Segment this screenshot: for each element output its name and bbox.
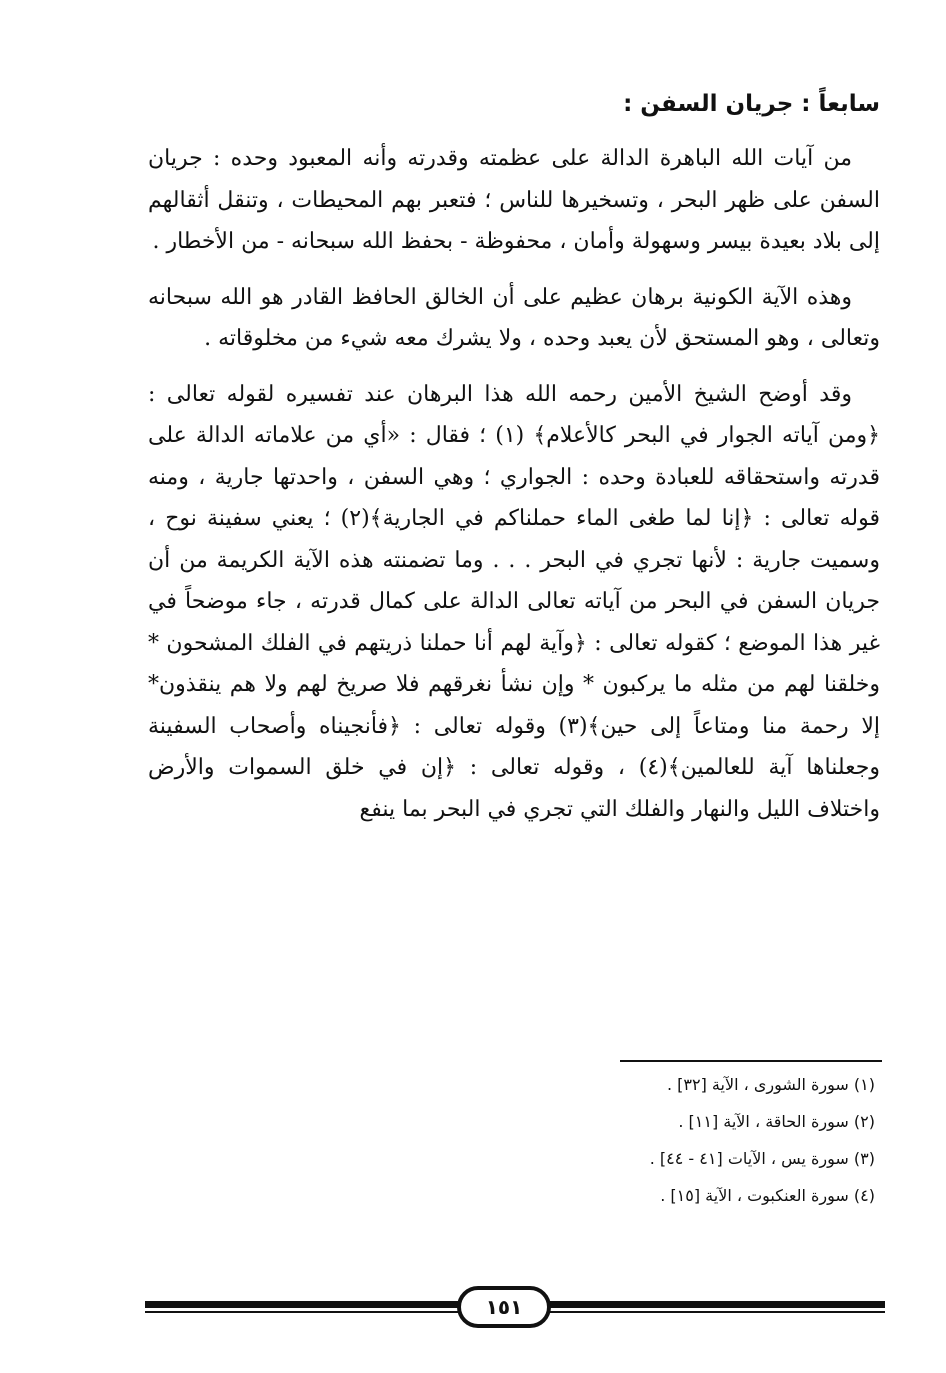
footnote: (١) سورة الشورى ، الآية [٣٢] . <box>666 1075 875 1094</box>
page-footer-bar <box>145 1285 885 1325</box>
footnote: (٢) سورة الحاقة ، الآية [١١] . <box>678 1112 875 1131</box>
body-text <box>148 138 880 830</box>
footnote-divider <box>620 1060 882 1062</box>
paragraph: من آيات الله الباهرة الدالة على عظمته وقدرته وأنه المعبود وحده : جريان السفن على ظهر البحر ، وتسخيرها للناس ؛ فتعبر بهم المحيطات ، وتنقل أثقالهم إلى بلاد بعيدة بيسر وسهولة وأمان ، محفوظة - بحفظ الله سبحانه - من الأخطار . <box>148 146 880 254</box>
page-number: ١٥١ <box>457 1286 551 1328</box>
paragraph: وقد أوضح الشيخ الأمين رحمه الله هذا البرهان عند تفسيره لقوله تعالى : ﴿ومن آياته الجوار في البحر كالأعلام﴾ (١) ؛ فقال : «أي من علاماته الدالة على قدرته واستحقاقه للعبادة وحده : الجواري ؛ وهي السفن ، واحدتها جارية ، ومنه قوله تعالى : ﴿إنا لما طغى الماء حملناكم في الجارية﴾(٢) ؛ يعني سفينة نوح ، وسميت جارية : لأنها تجري في البحر . . . وما تضمنته هذه الآية الكريمة من أن جريان السفن في البحر من آياته تعالى الدالة على كمال قدرته ، جاء موضحاً في غير هذا الموضع ؛ كقوله تعالى : ﴿وآية لهم أنا حملنا ذريتهم في الفلك المشحون * وخلقنا لهم من مثله ما يركبون * وإن نشأ نغرقهم فلا صريخ لهم ولا هم ينقذون* إلا رحمة منا ومتاعاً إلى حين﴾(٣) وقوله تعالى : ﴿فأنجيناه وأصحاب السفينة وجعلناها آية للعالمين﴾(٤) ، وقوله تعالى : ﴿إن في خلق السموات والأرض واختلاف الليل والنهار والفلك التي تجري في البحر بما ينفع <box>148 381 881 822</box>
footnotes-list <box>520 1066 875 1214</box>
footnote: (٣) سورة يس ، الآيات [٤١ - ٤٤] . <box>649 1149 875 1168</box>
section-heading: سابعاً : جريان السفن : <box>623 91 880 117</box>
footnote: (٤) سورة العنكبوت ، الآية [١٥] . <box>660 1186 875 1205</box>
paragraph: وهذه الآية الكونية برهان عظيم على أن الخالق الحافظ القادر هو الله سبحانه وتعالى ، وهو المستحق لأن يعبد وحده ، ولا يشرك معه شيء من مخلوقاته . <box>148 284 880 351</box>
